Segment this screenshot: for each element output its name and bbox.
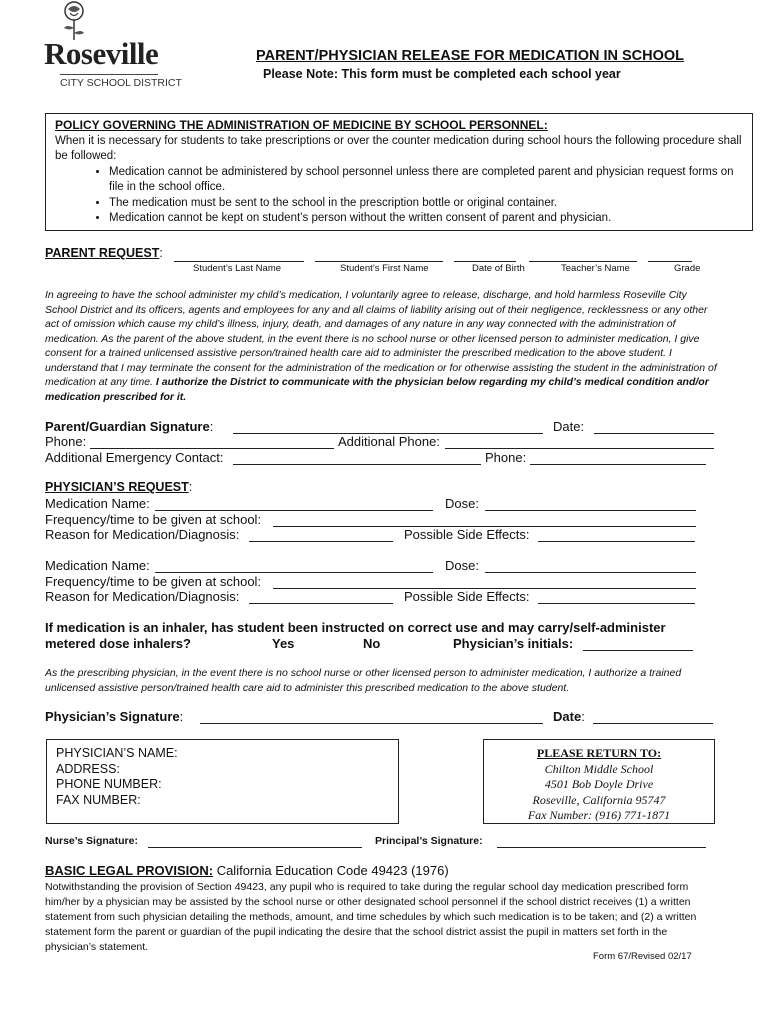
physician-initials-label: Physician’s initials: [453,636,574,651]
side-effects-field[interactable] [538,527,695,542]
additional-phone-field[interactable] [445,434,714,449]
reason-field[interactable] [249,527,393,542]
field-label: Grade [674,263,701,274]
legal-heading-row [45,863,449,878]
parent-agreement [45,288,720,404]
frequency-label: Frequency/time to be given at school: [45,574,262,589]
inhaler-yes-option[interactable]: Yes [272,636,295,651]
physician-date-field[interactable] [593,709,713,724]
policy-list [55,165,743,227]
return-street: 4501 Bob Doyle Drive [544,777,654,791]
dose-label: Dose: [445,496,479,511]
physician-date-row: Date: [553,709,585,724]
grade-field[interactable] [648,247,692,262]
teacher-name-field[interactable] [529,247,637,262]
physician-signature-row: Physician’s Signature: [45,709,184,724]
field-label: Date of Birth [472,263,525,274]
nurse-signature-label: Nurse’s Signature [45,835,135,847]
reason-label: Reason for Medication/Diagnosis: [45,527,240,542]
legal-code: California Education Code 49423 (1976) [216,863,449,878]
physician-initials-field[interactable] [583,636,693,651]
legal-text: Notwithstanding the provision of Section 49423, any pupil who is required to take during the regular school day medication prescribed form him/her by a physician may be assisted by the school nurse or other designated school personnel if the school district receives (1) a written statement from such physician detailing the methods, amount, and time schedules by which such medication is to be taken; and (2) a written statement form the parent or guardian of the pupil indicating the desire that the school district assist the pupil in matters set forth in the physician’s statement. [45,881,697,953]
physician-date-label: Date [553,709,582,724]
emergency-contact-field[interactable] [233,450,481,465]
side-effects-field[interactable] [538,589,695,604]
physician-signature-label: Physician’s Signature [45,709,180,724]
form-title: PARENT/PHYSICIAN RELEASE FOR MEDICATION IN SCHOOL [256,48,685,64]
frequency-label: Frequency/time to be given at school: [45,512,262,527]
return-fax: Fax Number: (916) 771-1871 [527,808,671,822]
policy-bullet: • The medication must be sent to the school in the prescription bottle or original container. [109,196,743,212]
policy-bullet: • Medication cannot be kept on student’s person without the written consent of parent and physician. [109,211,743,227]
policy-heading: POLICY GOVERNING THE ADMINISTRATION OF MEDICINE BY SCHOOL PERSONNEL: [55,118,548,132]
policy-bullet: • Medication cannot be administered by school personnel unless there are completed parent and physician request forms on file in the school office. [109,165,743,196]
policy-box [45,113,753,231]
medication-name-label: Medication Name: [45,496,150,511]
reason-label: Reason for Medication/Diagnosis: [45,589,240,604]
frequency-field[interactable] [273,512,696,527]
parent-request-heading: PARENT REQUEST [45,246,160,260]
physician-request-colon: : [188,480,193,494]
phone-number-label: PHONE NUMBER: [56,777,162,791]
principal-signature-field[interactable] [497,834,706,848]
nurse-signature-field[interactable] [148,834,362,848]
dose-label: Dose: [445,558,479,573]
guardian-date-field[interactable] [594,419,714,434]
dose-field[interactable] [485,496,696,511]
emergency-contact-label: Additional Emergency Contact: [45,450,224,465]
prescribing-note: As the prescribing physician, in the event there is no school nurse or other licensed person to administer medication, I authorize a trained unlicensed assistive person/trained health care aid to administer this prescribed medication to the above student. [45,667,682,694]
field-label: Teacher’s Name [561,263,630,274]
fax-number-label: FAX NUMBER: [56,792,141,807]
principal-signature-label: Principal’s Signature [375,835,480,847]
return-heading: PLEASE RETURN TO: [536,746,662,760]
guardian-signature-field[interactable] [233,419,543,434]
authorize-text: I authorize the District to communicate with the physician below regarding my child’s medical condition and/or medication prescribed for it. [45,376,709,403]
side-effects-label: Possible Side Effects: [404,527,530,542]
physician-signature-field[interactable] [200,709,543,724]
legal-heading: BASIC LEGAL PROVISION: [45,863,214,878]
parent-request-label [45,246,163,260]
return-address-box [483,739,715,824]
nurse-signature-row: Nurse’s Signature: [45,835,138,847]
inhaler-no-option[interactable]: No [363,636,381,651]
emergency-phone-label: Phone: [485,450,527,465]
agreement-text: In agreeing to have the school administer my child’s medication, I voluntarily agree to release, discharge, and hold harmless Roseville City School District and its officers, agents and employees for any and all claims of liability arising out of their negligence, recklessness or any other act of omission which cause my child’s illness, injury, death, and damages of any nature in any way connected with the administration of medication. As the parent of the above student, in the event there is no school nurse or other licensed person to administer medication, I give consent for a trained unlicensed assistive person/trained health care aid to administer the prescribed medication to the above student. I understand that I may terminate the consent for the administration of the medication or for otherwise assisting the student in the administration of medication at any time. [45,289,717,388]
medication-name-label: Medication Name: [45,558,150,573]
emergency-phone-field[interactable] [530,450,706,465]
form-number: Form 67/Revised 02/17 [593,951,692,962]
student-last-name-field[interactable] [174,247,304,262]
medication-name-field[interactable] [155,558,433,573]
dose-field[interactable] [485,558,696,573]
guardian-signature-row: Parent/Guardian Signature: [45,419,214,434]
guardian-signature-label: Parent/Guardian Signature [45,419,210,434]
return-school: Chilton Middle School [544,761,654,776]
side-effects-label: Possible Side Effects: [404,589,530,604]
medication-name-field[interactable] [155,496,433,511]
form-note: Please Note: This form must be completed each school year [263,67,621,81]
physician-info-box[interactable] [46,739,399,824]
physician-request-label [45,480,192,494]
physician-name-label: PHYSICIAN’S NAME: [56,746,178,760]
parent-request-colon: : [159,246,163,260]
phone-field[interactable] [90,434,334,449]
student-first-name-field[interactable] [315,247,443,262]
reason-field[interactable] [249,589,393,604]
return-city: Roseville, California 95747 [532,792,666,807]
principal-signature-row: Principal’s Signature: [375,835,483,847]
field-label: Student’s Last Name [193,263,282,274]
logo-divider [60,74,158,75]
policy-intro: When it is necessary for students to take prescriptions or over the counter medication during school hours the following procedure shall be followed: [55,134,742,162]
frequency-field[interactable] [273,574,696,589]
address-label: ADDRESS: [56,761,120,776]
inhaler-question-cont: metered dose inhalers? [45,636,191,651]
additional-phone-label: Additional Phone: [338,434,440,449]
physician-request-heading: PHYSICIAN’S REQUEST [45,480,189,494]
logo-subtitle: CITY SCHOOL DISTRICT [60,77,182,89]
field-label: Student’s First Name [340,263,429,274]
inhaler-question: If medication is an inhaler, has student been instructed on correct use and may carry/self-administer [45,620,666,635]
phone-label: Phone: [45,434,87,449]
guardian-date-label: Date: [553,419,585,434]
date-of-birth-field[interactable] [454,247,516,262]
logo-name: Roseville [44,36,159,71]
